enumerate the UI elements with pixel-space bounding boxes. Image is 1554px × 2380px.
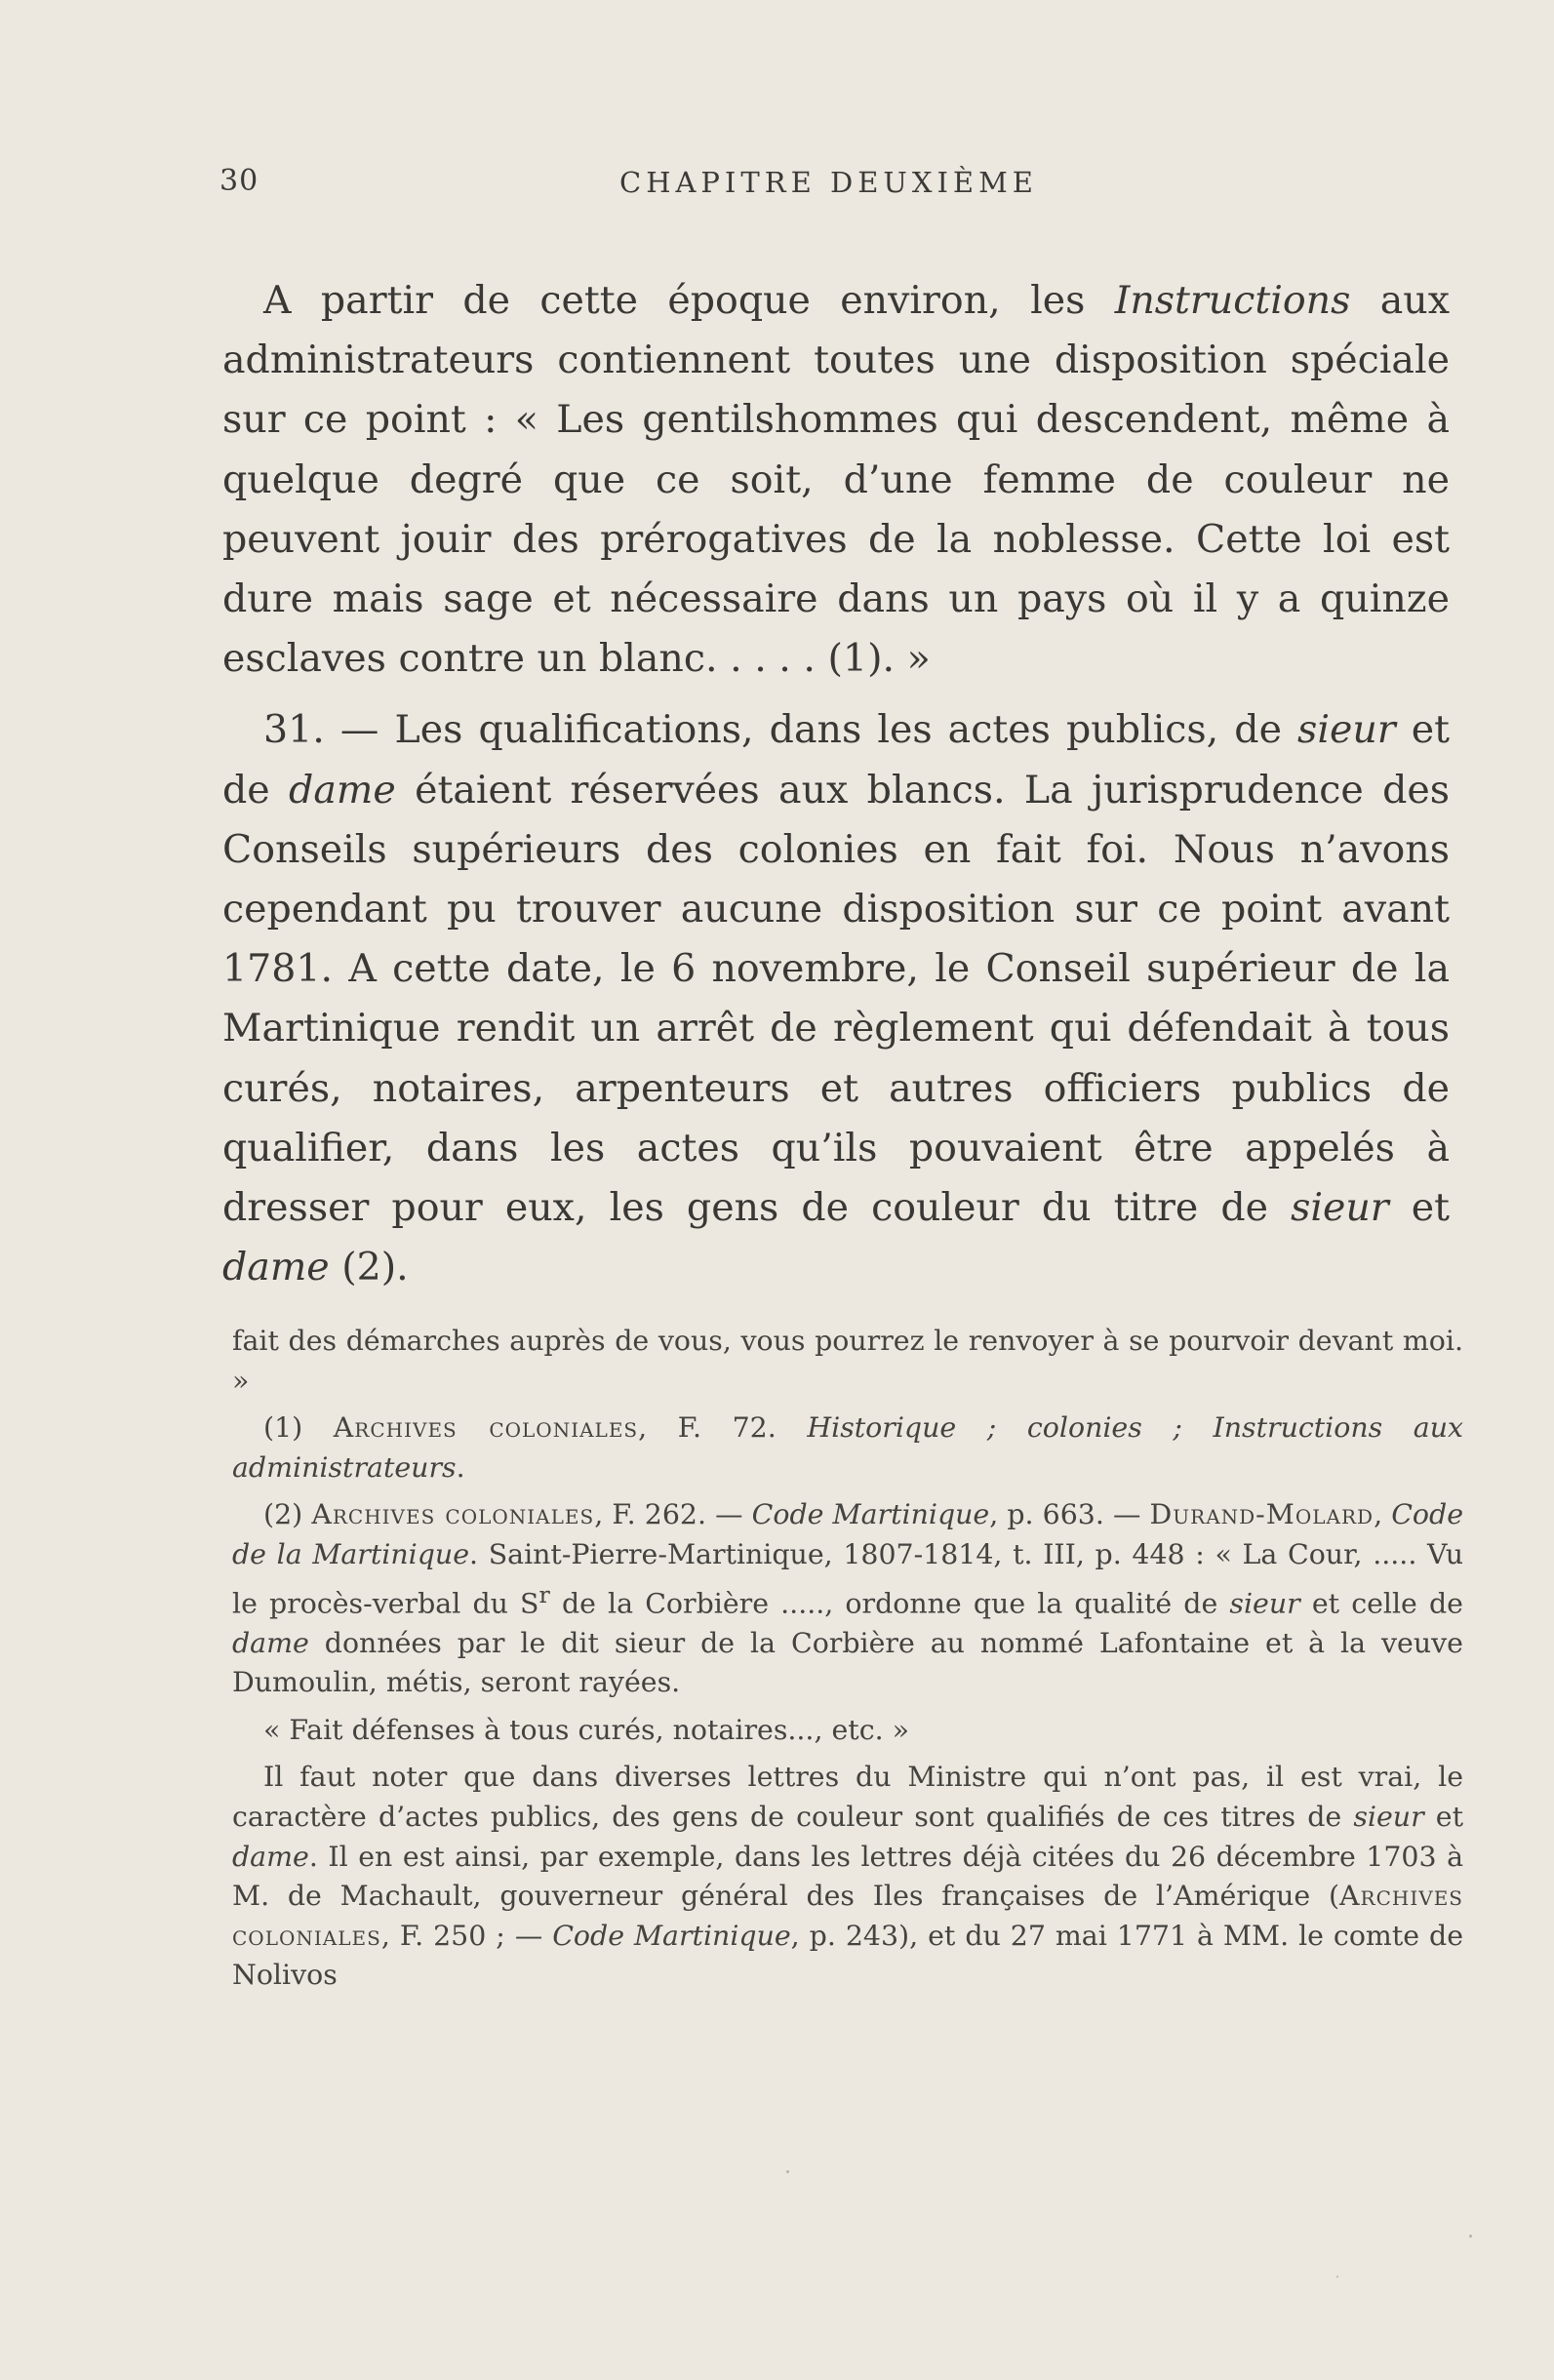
italic-run: Code Martinique — [751, 1498, 990, 1531]
text-run: Il faut noter que dans diverses lettres du Ministre qui n’ont pas, il est vrai, le caractère d’actes publics, des gens de couleur sont qualifiés de ces titres de — [232, 1761, 1463, 1833]
paper-speck — [1336, 2276, 1338, 2278]
text-run: et — [1388, 1185, 1451, 1231]
italic-run: Code de la Martinique — [232, 1498, 1463, 1570]
footnote-number: (2) — [263, 1498, 312, 1531]
small-caps-run: Archives coloniales — [232, 1880, 1463, 1952]
text-run: (2). — [329, 1245, 409, 1290]
text-run: et — [1423, 1801, 1463, 1833]
footnote-continuation: fait des démarches auprès de vous, vous pourrez le renvoyer à se pourvoir devant moi. » — [232, 1325, 1463, 1397]
text-run: , p. 663. — — [989, 1498, 1150, 1531]
italic-run: Instructions — [1114, 278, 1351, 323]
footnote-2-comment — [232, 1758, 1463, 1996]
text-run: . Il en est ainsi, par exemple, dans les lettres déjà citées du 26 décembre 1703 à M. de Machault, gouverneur général des Iles françaises de l’Amérique ( — [232, 1840, 1463, 1913]
footnote-1 — [232, 1408, 1463, 1488]
small-caps-run: Archives coloniales — [333, 1411, 639, 1445]
text-run: . Saint-Pierre-Martinique, 1807-1814, t. III, p. 448 : « La Cour, ..... Vu le procès-verbal du S — [232, 1537, 1463, 1620]
footnote-2-quote: « Fait défenses à tous curés, notaires..., etc. » — [263, 1713, 910, 1746]
paper-speck — [786, 2170, 789, 2173]
text-run: étaient réservées aux blancs. La jurisprudence des Conseils supérieurs des colonies en fait foi. Nous n’avons cependant pu trouver aucune disposition sur ce point avant 1781. A cette date, le 6 novembre, le Conseil supérieur de la Martinique rendit un arrêt de règlement qui défendait à tous curés, notaires, arpenteurs et autres officiers publics de qualifier, dans les actes qu’ils pouvaient être appelés à dresser pour eux, les gens de couleur du titre de — [222, 767, 1451, 1231]
running-title: CHAPITRE DEUXIÈME — [619, 166, 1038, 199]
text-run: , p. 243), et du 27 mai 1771 à MM. le comte de Nolivos — [232, 1919, 1464, 1992]
text-run: , F. 250 ; — — [380, 1919, 553, 1952]
text-run: . — [456, 1450, 465, 1484]
italic-run: sieur — [1353, 1801, 1424, 1833]
text-run: données par le dit sieur de la Corbière au nommé Lafontaine et à la veuve Dumoulin, métis, seront rayées. — [232, 1626, 1463, 1699]
paper-speck — [1469, 2235, 1472, 2238]
italic-run: dame — [222, 1245, 330, 1290]
italic-run: sieur — [1297, 707, 1396, 753]
text-run: et celle de — [1299, 1587, 1463, 1620]
footnotes — [232, 1322, 1463, 1996]
italic-run: dame — [232, 1626, 309, 1659]
text-run: aux administrateurs contiennent toutes une disposition spéciale sur ce point : « Les gentilshommes qui descendent, même à quelque degré que ce soit, d’une femme de couleur ne peuvent jouir des prérogatives de la noblesse. Cette loi est dure mais sage et nécessaire dans un pays où il y a quinze esclaves contre un blanc. . . . . (1). » — [222, 278, 1450, 682]
text-run: A partir de cette époque environ, les — [263, 278, 1115, 323]
italic-run: sieur — [1229, 1587, 1300, 1620]
page-header — [219, 164, 1351, 203]
text-run: 31. — Les qualifications, dans les actes publics, de — [263, 707, 1298, 753]
italic-run: sieur — [1291, 1185, 1389, 1231]
paragraph-1 — [222, 271, 1450, 689]
paragraph-2 — [222, 700, 1450, 1297]
italic-run: dame — [289, 767, 396, 813]
main-text — [222, 271, 1450, 1297]
italic-run: dame — [232, 1840, 309, 1873]
text-run: , F. 72. — [638, 1411, 808, 1445]
superscript: r — [538, 1580, 550, 1608]
footnote-2 — [232, 1495, 1463, 1702]
text-run: , F. 262. — — [594, 1498, 752, 1531]
small-caps-run: Durand-Molard — [1149, 1498, 1375, 1531]
page-number: 30 — [219, 164, 259, 198]
italic-run: Code Martinique — [552, 1919, 791, 1952]
italic-run: Historique ; colonies ; Instructions aux administrateurs — [232, 1411, 1463, 1484]
text-run: , — [1374, 1498, 1392, 1531]
text-run: de la Corbière ....., ordonne que la qualité de — [549, 1587, 1230, 1620]
text-run: et de — [222, 707, 1450, 813]
footnote-number: (1) — [263, 1411, 334, 1445]
small-caps-run: Archives coloniales — [311, 1498, 595, 1531]
